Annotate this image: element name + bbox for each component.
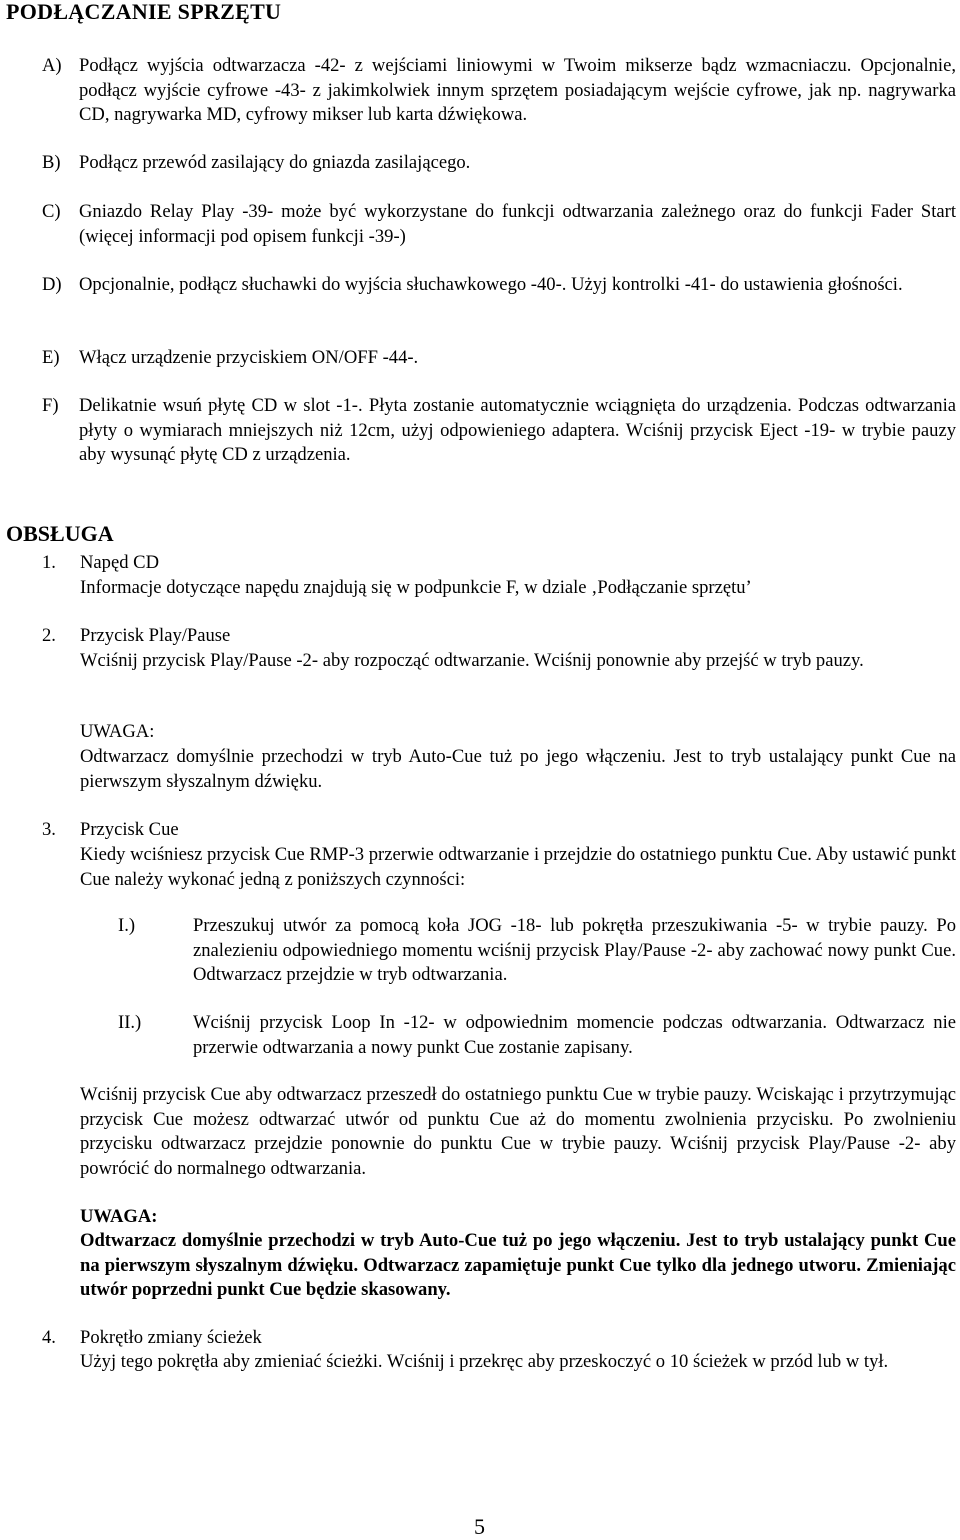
note-label: UWAGA:	[80, 721, 155, 742]
option-text: Wciśnij przycisk Loop In -12- w odpowiednim momencie podczas odtwarzania. Odtwarzacz nie przerwie odtwarzania a nowy punkt Cue zostanie zapisany.	[193, 1012, 956, 1058]
item-label: C)	[42, 201, 61, 222]
subsection-number: 3.	[42, 819, 56, 840]
item-b	[42, 151, 956, 176]
subsection-text: Użyj tego pokrętła aby zmieniać ścieżki. Wciśnij i przekręc aby przeskoczyć o 10 ścieżek w przód lub w tył.	[80, 1351, 889, 1372]
item-label: E)	[42, 347, 60, 368]
option-i	[118, 914, 956, 988]
subsection-text: Informacje dotyczące napędu znajdują się w podpunkcie F, w dziale ‚Podłączanie sprzętu’	[80, 577, 752, 598]
page-number: 5	[474, 1514, 485, 1539]
item-c	[42, 200, 956, 249]
section-title-connecting: PODŁĄCZANIE SPRZĘTU	[6, 0, 282, 24]
subsection-heading: Przycisk Play/Pause	[80, 625, 231, 646]
note-text: Odtwarzacz domyślnie przechodzi w tryb Auto-Cue tuż po jego włączeniu. Jest to tryb ustalający punkt Cue na pierwszym słyszalnym dźwięku. Odtwarzacz zapamiętuje punkt Cue tylko dla jednego utworu. Zmieniając utwór poprzedni punkt Cue będzie skasowany.	[80, 1230, 956, 1300]
item-label: A)	[42, 55, 62, 76]
subsection-text-2: Wciśnij przycisk Cue aby odtwarzacz przeszedł do ostatniego punktu Cue w trybie pauzy. Wciskając i przytrzymując przycisk Cue możesz odtwarzać utwór od punktu Cue aż do momentu zwolnienia przycisku. Po zwolnieniu przycisku odtwarzacz przejdzie ponownie do punktu Cue w trybie pauzy. Wciśnij przycisk Play/Pause -2- aby powrócić do normalnego odtwarzania.	[80, 1084, 956, 1179]
subsection-number: 2.	[42, 625, 56, 646]
option-label: II.)	[118, 1012, 142, 1033]
item-text: Podłącz przewód zasilający do gniazda zasilającego.	[79, 152, 471, 173]
subsection-text: Wciśnij przycisk Play/Pause -2- aby rozpocząć odtwarzanie. Wciśnij ponownie aby przejść w tryb pauzy.	[80, 650, 864, 671]
item-e	[42, 346, 956, 371]
subsection-heading: Przycisk Cue	[80, 819, 179, 840]
item-label: F)	[42, 395, 59, 416]
item-f	[42, 394, 956, 468]
option-ii	[118, 1011, 956, 1060]
option-text: Przeszukuj utwór za pomocą koła JOG -18- lub pokrętła przeszukiwania -5- w trybie pauzy. Po znalezieniu odpowiedniego momentu wciśnij przycisk Play/Pause -2- aby zachować nowy punkt Cue. Odtwarzacz przejdzie w tryb odtwarzania.	[193, 915, 956, 985]
subsection-heading: Pokrętło zmiany ścieżek	[80, 1327, 262, 1348]
item-text: Włącz urządzenie przyciskiem ON/OFF -44-.	[79, 347, 419, 368]
subsection-number: 1.	[42, 552, 56, 573]
item-text: Opcjonalnie, podłącz słuchawki do wyjścia słuchawkowego -40-. Użyj kontrolki -41- do ustawienia głośności.	[79, 274, 903, 295]
item-text: Delikatnie wsuń płytę CD w slot -1-. Płyta zostanie automatycznie wciągnięta do urządzenia. Podczas odtwarzania płyty o wymiarach mniejszych niż 12cm, użyj odpowieniego adaptera. Wciśnij przycisk Eject -19- w trybie pauzy aby wysunąć płytę CD z urządzenia.	[79, 395, 956, 465]
item-a	[42, 54, 956, 128]
note-text: Odtwarzacz domyślnie przechodzi w tryb Auto-Cue tuż po jego włączeniu. Jest to tryb ustalający punkt Cue na pierwszym słyszalnym dźwięku.	[80, 746, 956, 792]
subsection-text: Kiedy wciśniesz przycisk Cue RMP-3 przerwie odtwarzanie i przejdzie do ostatniego punktu Cue. Aby ustawić punkt Cue należy wykonać jedną z poniższych czynności:	[80, 844, 956, 890]
item-text: Podłącz wyjścia odtwarzacza -42- z wejściami liniowymi w Twoim mikserze bądz wzmacniaczu. Opcjonalnie, podłącz wyjście cyfrowe -43- z jakimkolwiek innym sprzętem posiadającym wejście cyfrowe, jak np. nagrywarka CD, nagrywarka MD, cyfrowy mikser lub karta dźwiękowa.	[79, 55, 956, 125]
subsection-heading: Napęd CD	[80, 552, 160, 573]
option-label: I.)	[118, 915, 136, 936]
item-text: Gniazdo Relay Play -39- może być wykorzystane do funkcji odtwarzania zależnego oraz do funkcji Fader Start (więcej informacji pod opisem funkcji -39-)	[79, 201, 956, 247]
item-label: D)	[42, 274, 62, 295]
item-d	[42, 273, 956, 298]
section-title-operation: OBSŁUGA	[6, 521, 114, 546]
item-label: B)	[42, 152, 61, 173]
subsection-number: 4.	[42, 1327, 56, 1348]
note-label: UWAGA:	[80, 1206, 158, 1227]
